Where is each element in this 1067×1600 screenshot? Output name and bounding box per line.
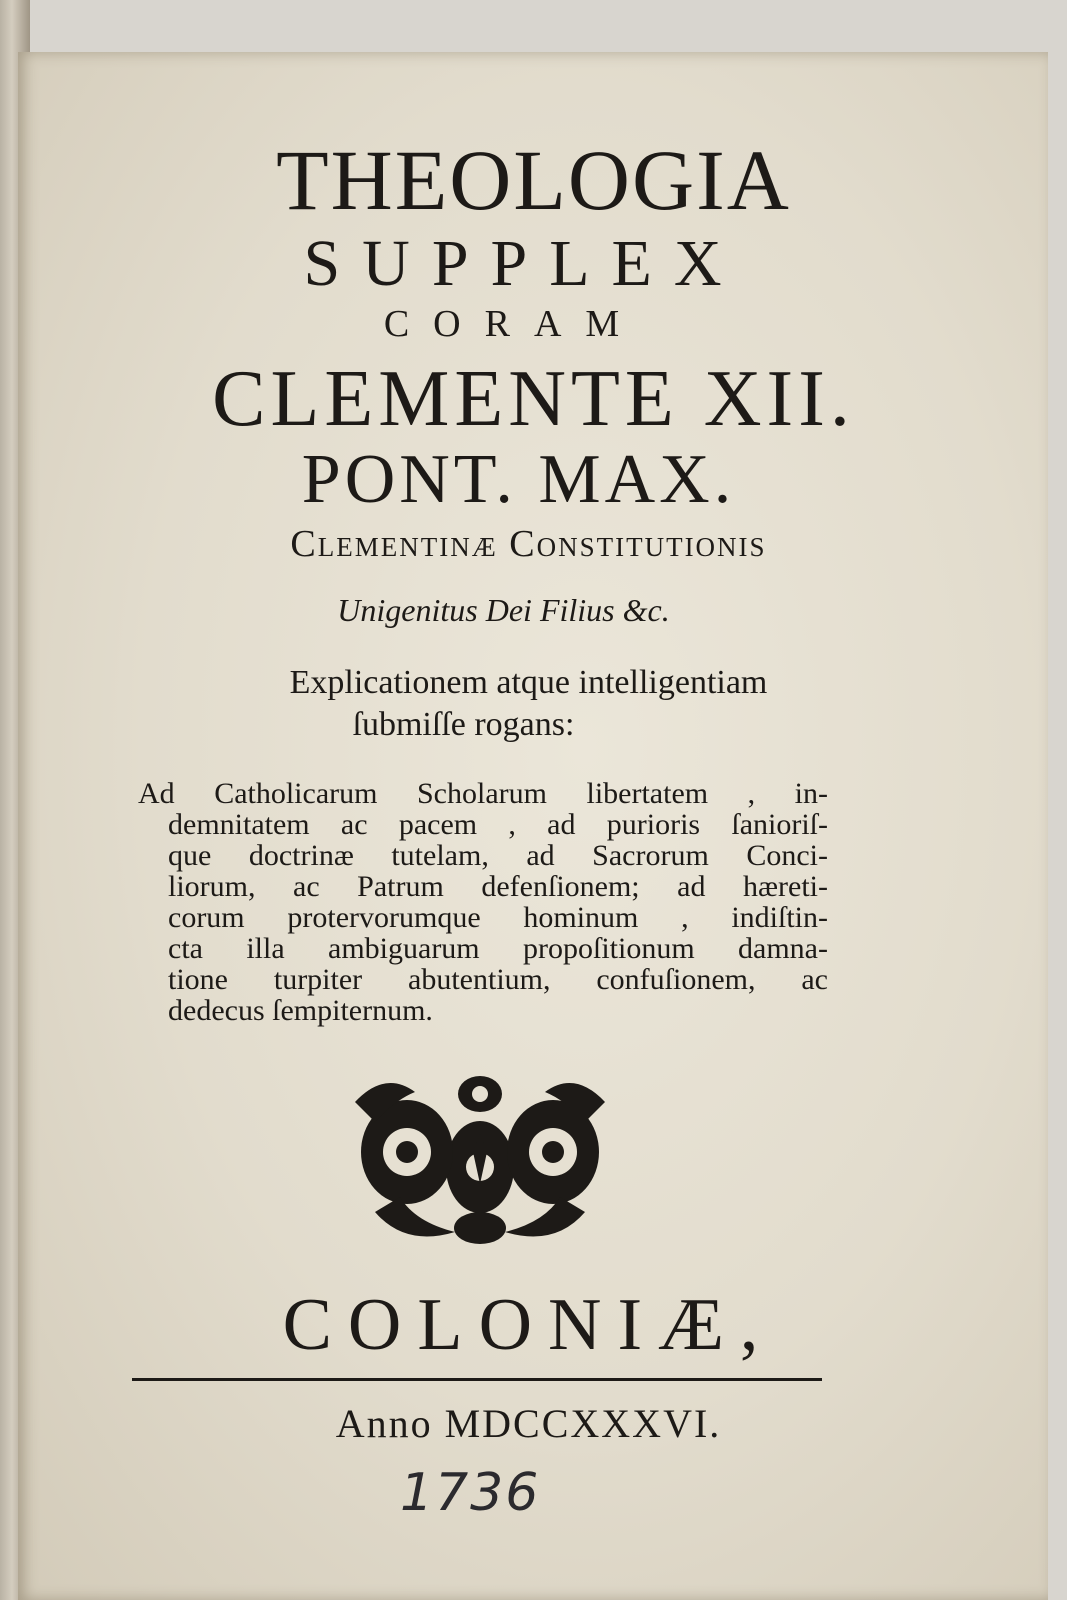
italic-subtitle: Unigenitus Dei Filius &c. bbox=[337, 592, 670, 628]
paragraph-line: tione turpiter abutentium, confuſionem, ac bbox=[168, 963, 828, 996]
paragraph-line: liorum, ac Patrum defenſionem; ad hæreti- bbox=[168, 870, 828, 903]
paragraph-line: Ad Catholicarum Scholarum libertatem , in- bbox=[138, 777, 828, 810]
explication-line-1: Explicationem atque intelligentiam bbox=[289, 664, 768, 701]
title-clemente: CLEMENTE XII. bbox=[212, 355, 855, 443]
horizontal-rule bbox=[132, 1378, 822, 1381]
title-theologia: THEOLOGIA bbox=[276, 132, 791, 228]
imprint-place: COLONIÆ, bbox=[282, 1284, 775, 1366]
title-coram: CORAM bbox=[383, 303, 644, 345]
paragraph-line: dedecus ſempiternum. bbox=[168, 994, 433, 1027]
explication-line-2: ſubmiſſe rogans: bbox=[352, 706, 575, 743]
paragraph-line: demnitatem ac pacem , ad purioris ſanioriſ- bbox=[168, 808, 828, 841]
title-constitutionis: Clementinæ Constitutionis bbox=[290, 523, 767, 565]
handwritten-year bbox=[400, 1463, 600, 1533]
title-supplex: SUPPLEX bbox=[303, 227, 744, 300]
title-pont-max: PONT. MAX. bbox=[301, 441, 736, 518]
paragraph-line: que doctrinæ tutelam, ad Sacrorum Conci- bbox=[168, 839, 828, 872]
paragraph-line: corum protervorumque hominum , indiſtin- bbox=[168, 901, 828, 934]
imprint-year: Anno MDCCXXXVI. bbox=[335, 1401, 722, 1446]
paragraph-line: cta illa ambiguarum propoſitionum damna- bbox=[168, 932, 828, 965]
floral-ornament-icon bbox=[345, 1072, 615, 1247]
handwritten-year-text: 1736 bbox=[400, 1463, 541, 1523]
body-paragraph bbox=[138, 778, 828, 1026]
